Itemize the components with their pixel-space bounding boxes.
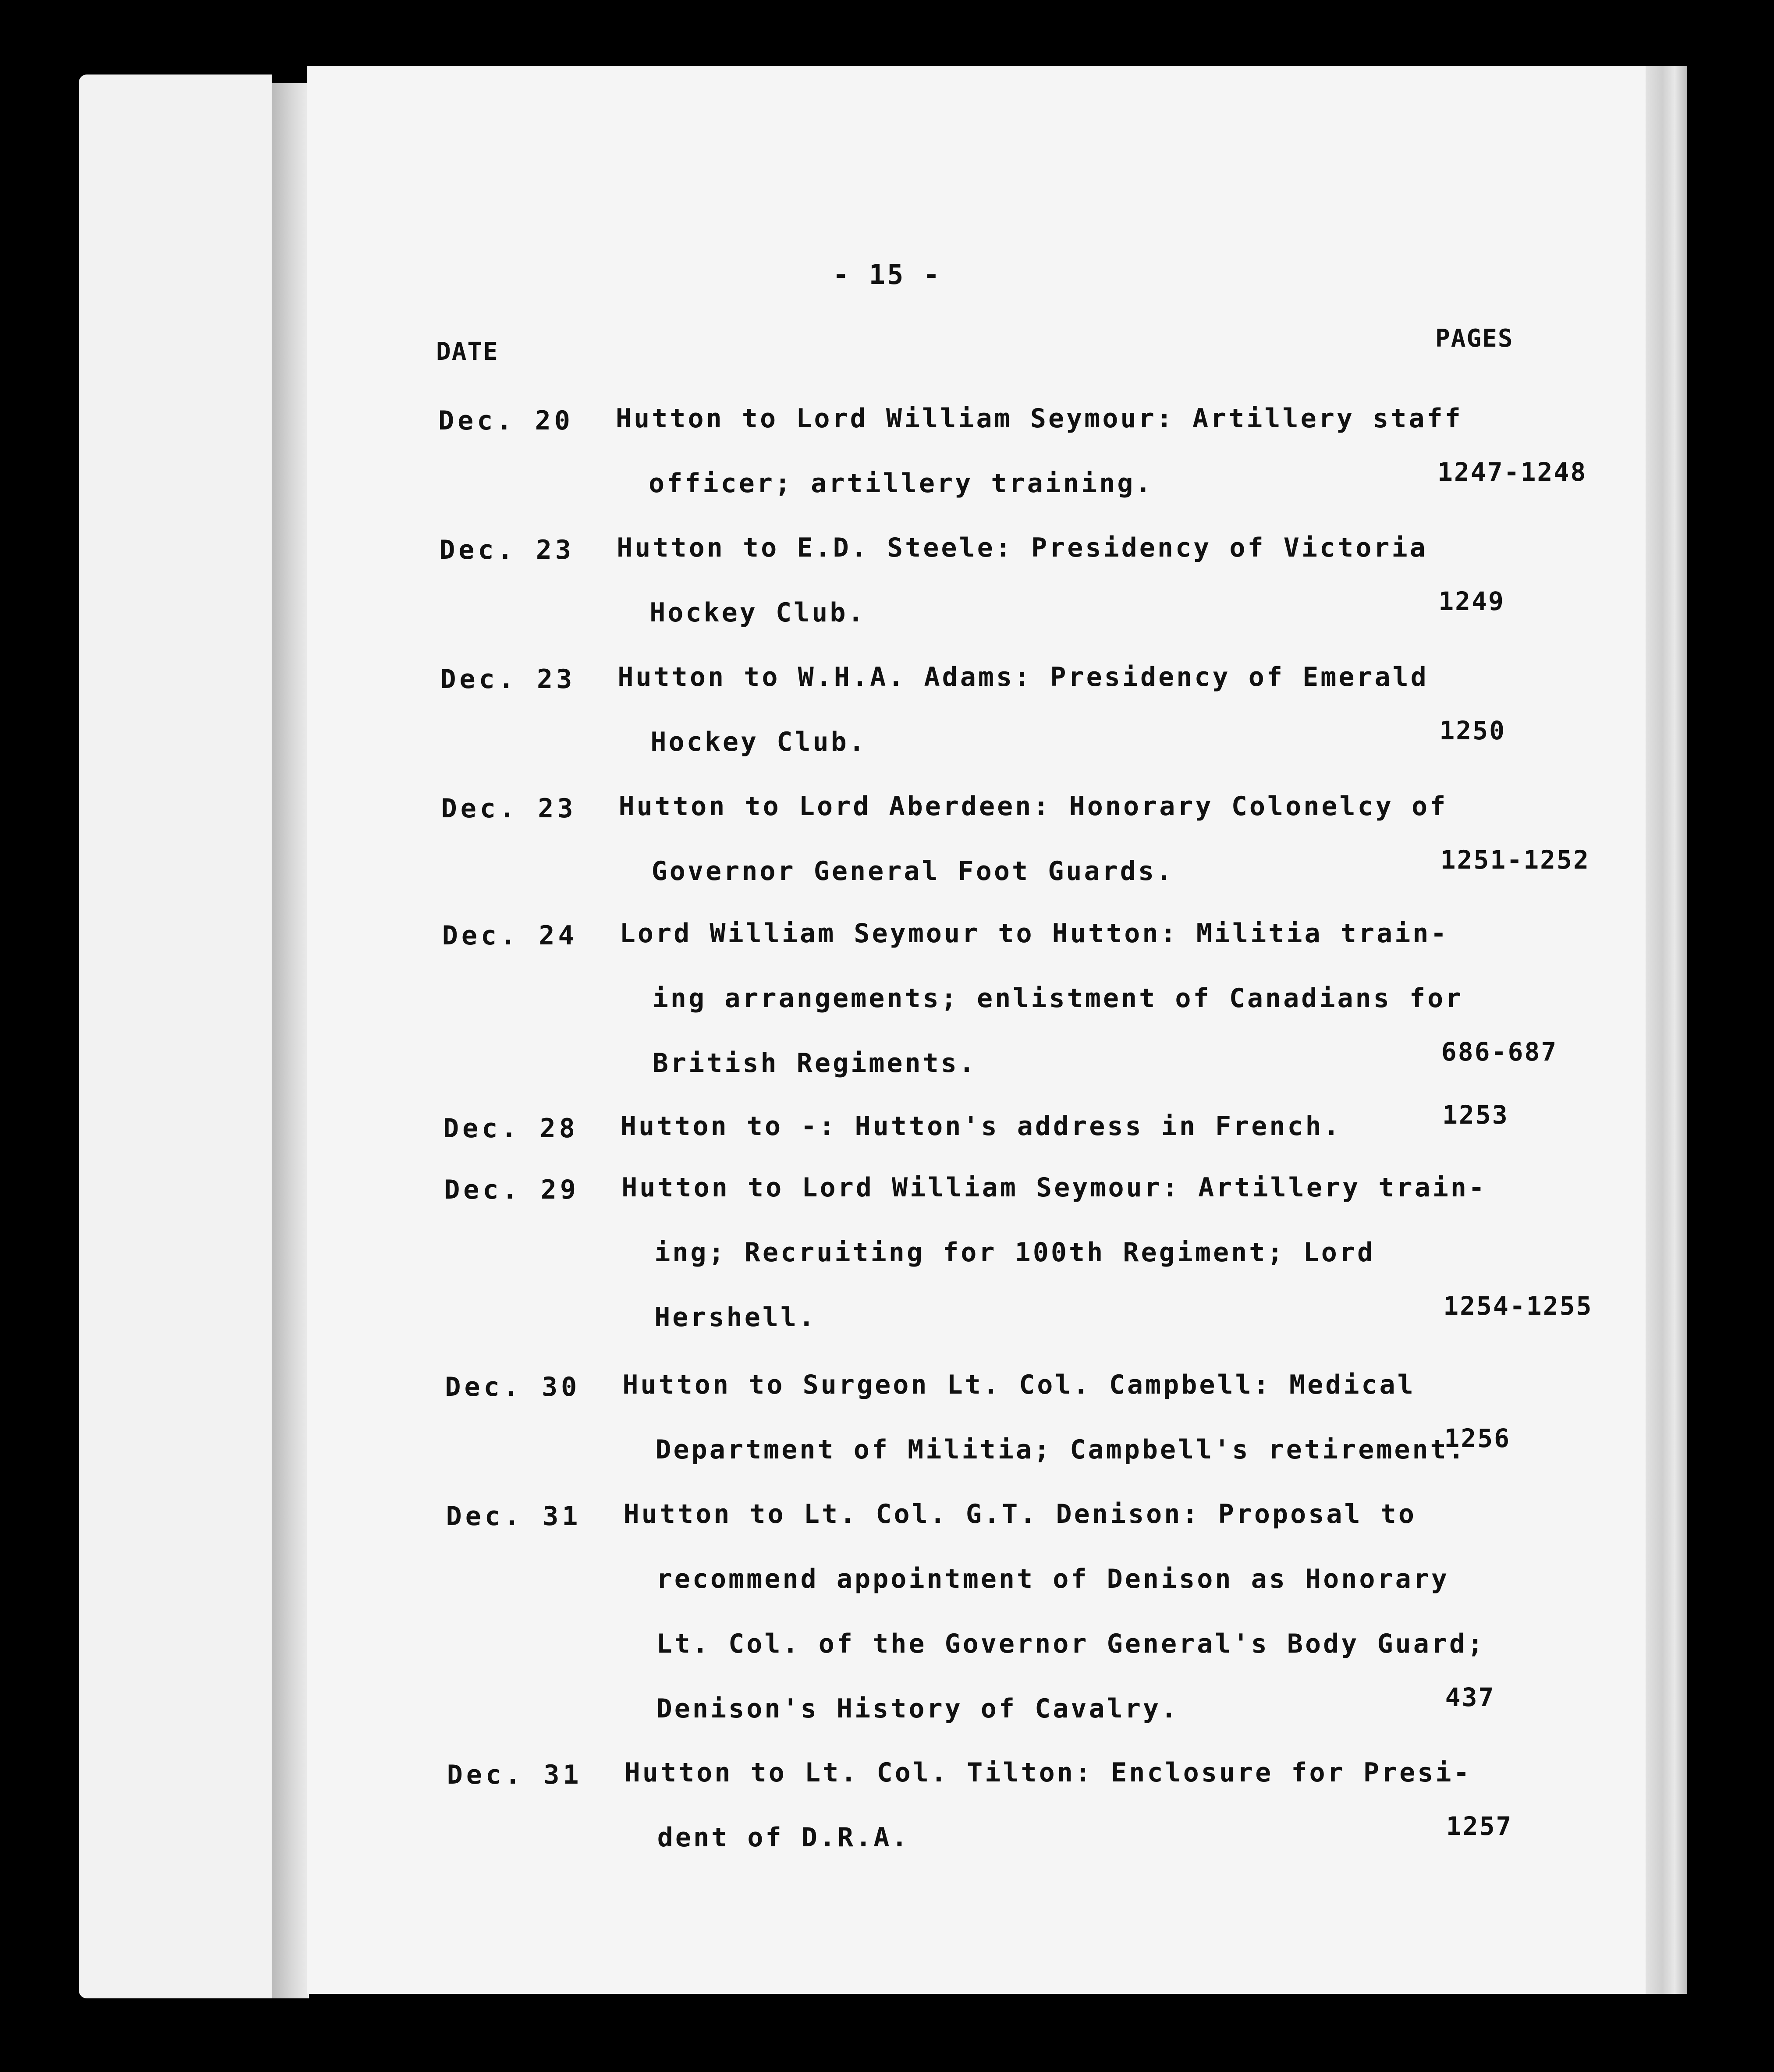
entry-description-line: Hutton to Lt. Col. Tilton: Enclosure for Presi- <box>624 1757 1472 1788</box>
entry-pages: 1249 <box>1438 586 1505 616</box>
entry-date: Dec. 28 <box>443 1113 578 1144</box>
entry-description-line: Hutton to Surgeon Lt. Col. Campbell: Medical <box>622 1370 1416 1400</box>
entry-description-line: Hockey Club. <box>650 727 867 757</box>
entry-description-line: Lord William Seymour to Hutton: Militia train- <box>619 918 1449 949</box>
entry-date: Dec. 31 <box>446 1501 582 1532</box>
entry-description-line: Hutton to Lord William Seymour: Artillery train- <box>621 1172 1487 1203</box>
entry-pages: 1257 <box>1446 1811 1513 1841</box>
entry-pages: 437 <box>1445 1682 1495 1712</box>
entry-date: Dec. 20 <box>438 405 574 436</box>
entry-pages: 1254-1255 <box>1443 1291 1593 1321</box>
entry-date: Dec. 24 <box>442 920 578 951</box>
entry-description-line: Hutton to W.H.A. Adams: Presidency of Emerald <box>617 662 1429 692</box>
entry-date: Dec. 23 <box>441 793 577 824</box>
entry-description-line: British Regiments. <box>652 1048 977 1079</box>
entry-description-line: officer; artillery training. <box>649 468 1153 499</box>
entry-description-line: Hockey Club. <box>649 597 866 628</box>
left-page-leaf <box>79 75 272 1998</box>
entry-description-line: recommend appointment of Denison as Honorary <box>656 1564 1450 1594</box>
entry-description-line: ing; Recruiting for 100th Regiment; Lord <box>654 1237 1376 1268</box>
entry-description-line: Hutton to Lt. Col. G.T. Denison: Proposal to <box>623 1499 1417 1529</box>
entry-pages: 1256 <box>1444 1423 1511 1453</box>
entry-date: Dec. 23 <box>440 664 576 695</box>
entry-description-line: dent of D.R.A. <box>657 1822 910 1853</box>
entry-description-line: Hutton to E.D. Steele: Presidency of Victoria <box>617 532 1428 563</box>
page-edge <box>1646 66 1687 1994</box>
entry-date: Dec. 29 <box>444 1174 580 1205</box>
entry-description-line: Hutton to -: Hutton's address in French. <box>621 1111 1341 1142</box>
entry-date: Dec. 31 <box>447 1760 582 1790</box>
entry-description-line: Hershell. <box>654 1302 817 1333</box>
page-number: - 15 - <box>833 259 941 291</box>
entry-description-line: Hutton to Lord William Seymour: Artillery staff <box>616 403 1463 434</box>
entry-description-line: Hutton to Lord Aberdeen: Honorary Colonelcy of <box>618 791 1448 822</box>
entry-description-line: Lt. Col. of the Governor General's Body Guard; <box>656 1629 1486 1659</box>
entry-pages: 1251-1252 <box>1440 845 1590 875</box>
entry-description-line: Denison's History of Cavalry. <box>656 1693 1179 1724</box>
entry-description-line: ing arrangements; enlistment of Canadians for <box>652 983 1464 1014</box>
entry-date: Dec. 23 <box>439 535 575 565</box>
pages-column-header: PAGES <box>1435 324 1514 353</box>
entry-description-line: Governor General Foot Guards. <box>651 856 1174 887</box>
entry-description-line: Department of Militia; Campbell's retirement. <box>655 1434 1466 1465</box>
date-column-header: DATE <box>436 337 499 366</box>
entry-pages: 686-687 <box>1441 1037 1558 1067</box>
entry-pages: 1253 <box>1442 1100 1509 1130</box>
entry-pages: 1250 <box>1439 716 1506 745</box>
entry-date: Dec. 30 <box>445 1372 581 1402</box>
book-gutter <box>272 83 309 1998</box>
entry-pages: 1247-1248 <box>1437 457 1587 487</box>
